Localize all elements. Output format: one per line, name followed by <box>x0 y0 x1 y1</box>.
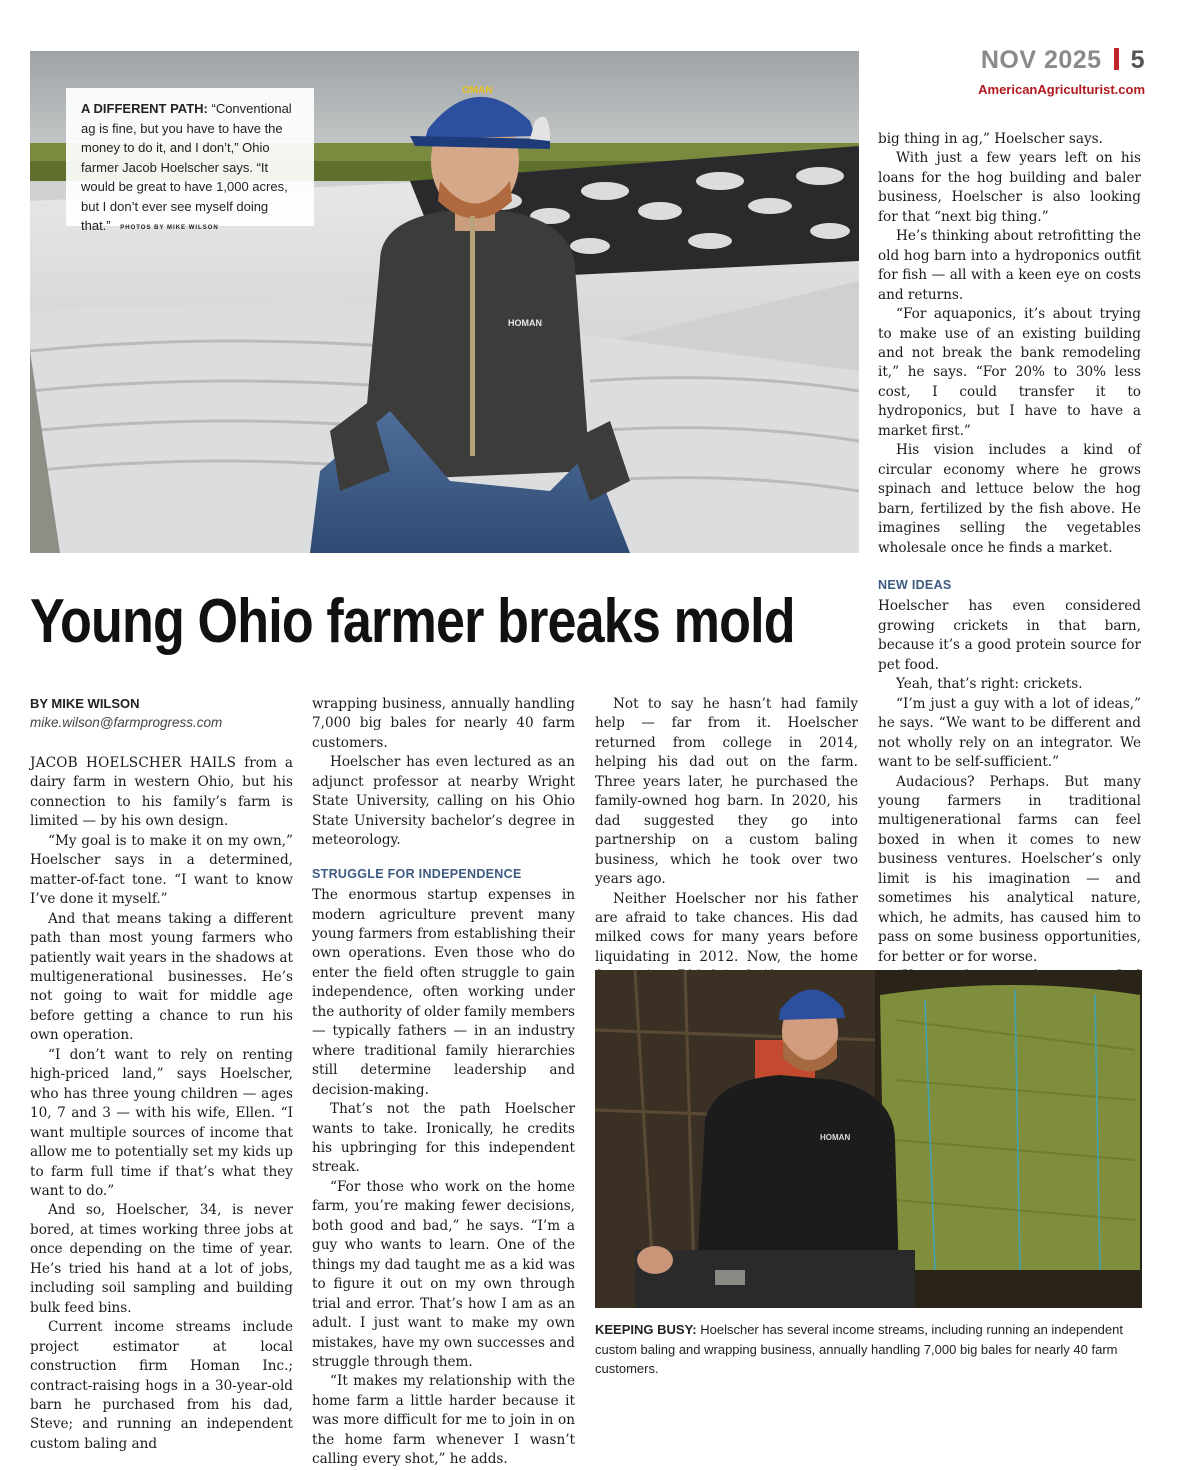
subhead-new-ideas: NEW IDEAS <box>878 577 952 592</box>
paragraph: Audacious? Perhaps. But many young farmers in traditional multigenerational farms can feel boxed in when it comes to new business ventures. Hoelscher’s only limit is his imagination — and sometimes his analytical nature, which, he admits, has caused him to pass on some business opportunities, for better or for worse. <box>878 773 1141 965</box>
paragraph: Yeah, that’s right: crickets. <box>896 676 1083 693</box>
paragraph: wrapping business, annually handling 7,000 big bales for nearly 40 farm customers. <box>312 696 575 751</box>
top-photo <box>30 51 859 553</box>
bottom-photo-caption <box>595 1320 1143 1379</box>
bottom-caption-text: Hoelscher has several income streams, including running an independent custom baling and wrapping business, annually handling 7,000 big bales for nearly 40 farm customers. <box>595 1322 1123 1376</box>
author-email[interactable]: mike.wilson@farmprogress.com <box>30 715 223 730</box>
page-number: 5 <box>1130 46 1145 74</box>
cap-logo-text: OMAN <box>462 85 493 96</box>
article-column-2 <box>312 695 575 1470</box>
issue-month: NOV 2025 <box>980 46 1102 74</box>
header-divider <box>1114 48 1119 70</box>
paragraph: And so, Hoelscher, 34, is never bored, at times working three jobs at once depending on the time of year. He’s tried his hand at a lot of jobs, including soil sampling and building bulk feed bins. <box>30 1202 293 1316</box>
lead-in: JACOB HOELSCHER HAILS <box>30 755 237 771</box>
paragraph: And that means taking a different path than most young farmers who patiently wait years in the shadows at multigenerational businesses. He’s not going to wait for middle age before getting a chance to run his own operation. <box>30 910 293 1044</box>
article-column-1 <box>30 754 293 1454</box>
paragraph: JACOB HOELSCHER HAILS from a dairy farm in western Ohio, but his connection to his family’s farm is limited — by his own design. <box>30 755 293 830</box>
bottom-photo <box>595 970 1142 1308</box>
paragraph: That’s not the path Hoelscher wants to take. Ironically, he credits his upbringing for this independent streak. <box>312 1101 575 1176</box>
paragraph: He’s thinking about retrofitting the old hog barn into a hydroponics outfit for fish — all with a keen eye on costs and returns. <box>878 228 1141 303</box>
bottom-jacket-logo: HOMAN <box>820 1133 851 1142</box>
paragraph: With just a few years left on his loans for the hog building and baler business, Hoelscher is also looking for that “next big thing.” <box>878 150 1141 225</box>
photo-credit: PHOTOS BY MIKE WILSON <box>120 225 219 231</box>
paragraph: Neither Hoelscher nor his father are afraid to take chances. His dad milked cows for many years before liquidating in 2012. Now, the home <box>595 890 858 965</box>
paragraph: Current income streams include project estimator at local construction firm Homan Inc.; contract-raising hogs in a 30-year-old barn he purchased from his dad, Steve; and running an independent custom baling and <box>30 1319 293 1452</box>
paragraph: Hoelscher has even considered growing crickets in that barn, because it’s a good protein source for pet food. <box>878 598 1141 673</box>
top-caption-text: “Conventional ag is fine, but you have to have the money to do it, and I don’t,” Ohio farmer Jacob Hoelscher says. “It would be great to have 1,000 acres, but I don’t ever see myself doing that.” <box>81 101 292 233</box>
paragraph: “I don’t want to rely on renting high-priced land,” says Hoelscher, who has three young children — ages 10, 7 and 3 — with his wife, Ellen. “I want multiple sources of income that allow me to potentially set my kids up to farm full time if that’s what they want to do.” <box>30 1046 293 1199</box>
jacket-logo-text: HOMAN <box>508 318 542 328</box>
bottom-caption-label: KEEPING BUSY: <box>595 1322 697 1337</box>
paragraph: big thing in ag,” Hoelscher says. <box>878 131 1103 147</box>
byline: BY MIKE WILSON <box>30 696 140 711</box>
paragraph: “For those who work on the home farm, you’re making fewer decisions, both good and bad,” he says. “I’m a guy who wants to learn. One of the things my dad taught me as a kid was to figure it out on my own through trial and error. That’s how I am as an adult. I just want to make my own mistakes, have my own successes and struggle through them. <box>312 1178 575 1370</box>
article-column-4 <box>878 130 1141 1103</box>
issue-date <box>975 46 1145 75</box>
paragraph: Not to say he hasn’t had family help — far from it. Hoelscher returned from college in 2014, helping his dad out on the farm. Three years later, he purchased the family-owned hog barn. In 2020, his dad suggested they go into partnership on a custom baling business, which he took over two years ago. <box>595 696 858 888</box>
headline: Young Ohio farmer breaks mold <box>30 587 795 656</box>
paragraph: The enormous startup expenses in modern agriculture prevent many young farmers from establishing their own operations. Even those who do enter the field often struggle to gain independence, often working under the authority of older family members — typically fathers — in an industry where traditional family hierarchies still determine leadership and decision-making. <box>312 887 575 1098</box>
top-caption-label: A DIFFERENT PATH: <box>81 101 208 116</box>
paragraph: “It makes my relationship with the home farm a little harder because it was more difficult for me to join in on the home farm whenever I wasn’t calling every shot,” he adds. <box>312 1373 575 1468</box>
paragraph: Hoelscher has even lectured as an adjunct professor at nearby Wright State University, calling on his Ohio State University bachelor’s degree in meteorology. <box>312 754 575 849</box>
top-photo-caption <box>66 88 314 233</box>
paragraph: “I’m just a guy with a lot of ideas,” he says. “We want to be different and not wholly rely on an integrator. We want to be self-sufficient.” <box>878 695 1141 771</box>
paragraph: His vision includes a kind of circular economy where he grows spinach and lettuce below the hog barn, fertilized by the fish above. He imagines selling the vegetables wholesale once he finds a market. <box>878 442 1141 556</box>
subhead-struggle: STRUGGLE FOR INDEPENDENCE <box>312 866 522 881</box>
paragraph: “My goal is to make it on my own,” Hoelscher says in a determined, matter-of-fact tone. “I want to know I’ve done it myself.” <box>30 832 293 908</box>
paragraph: “For aquaponics, it’s about trying to make use of an existing building and not break the bank remodeling it,” he says. “For 20% to 30% less cost, I could transfer it to hydroponics, but I have to have a market first.” <box>878 306 1141 439</box>
site-url: AmericanAgriculturist.com <box>978 82 1145 97</box>
